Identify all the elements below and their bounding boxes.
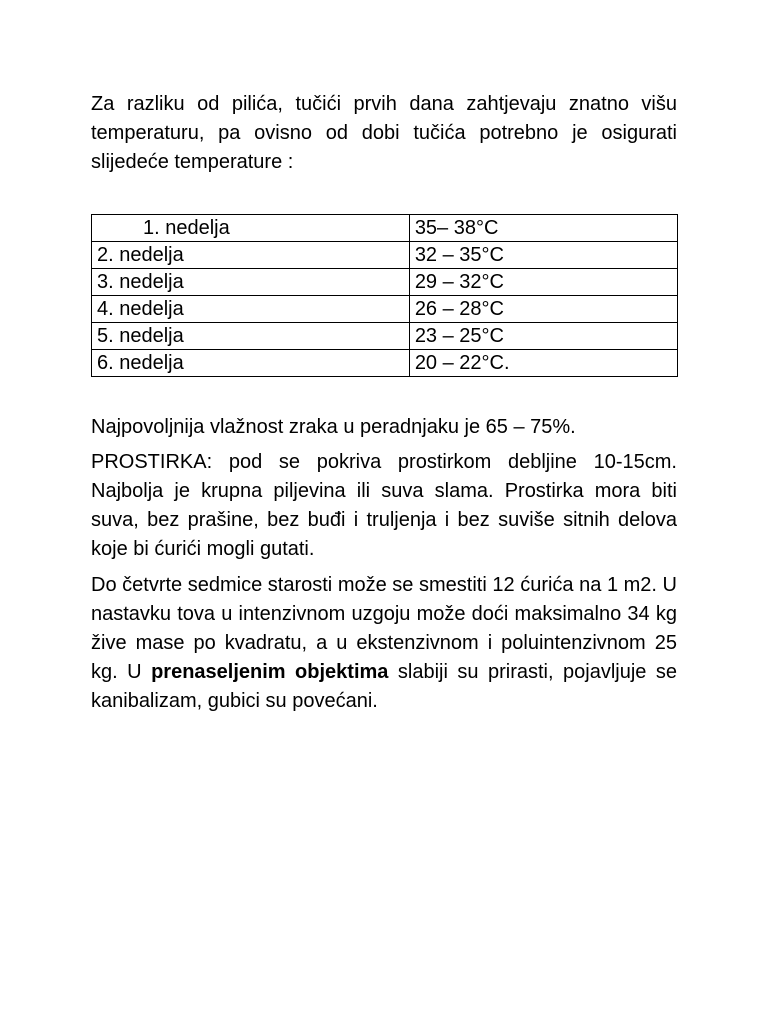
density-text-after: slabiji su prirasti, pojavljuje se kanibalizam, gubici su povećani. — [91, 661, 678, 712]
temperature-table — [91, 214, 678, 377]
temperature-cell: 20 – 22°C. — [409, 350, 677, 377]
table-row — [92, 323, 678, 350]
density-bold-text: prenaseljenim objektima — [151, 661, 389, 683]
week-cell: 1. nedelja — [92, 215, 410, 242]
humidity-paragraph: Najpovoljnija vlažnost zraka u peradnjaku je 65 – 75%. — [91, 416, 576, 438]
week-cell: 4. nedelja — [92, 296, 410, 323]
week-cell: 5. nedelja — [92, 323, 410, 350]
table-row — [92, 242, 678, 269]
week-cell: 3. nedelja — [92, 269, 410, 296]
week-cell: 6. nedelja — [92, 350, 410, 377]
week-cell: 2. nedelja — [92, 242, 410, 269]
table-row — [92, 350, 678, 377]
intro-paragraph: Za razliku od pilića, tučići prvih dana zahtjevaju znatno višu temperaturu, pa ovisno od dobi tučića potrebno je osigurati slijedeće temperature : — [91, 93, 677, 173]
table-row — [92, 269, 678, 296]
temperature-cell: 32 – 35°C — [409, 242, 677, 269]
table-row — [92, 296, 678, 323]
bedding-paragraph: PROSTIRKA: pod se pokriva prostirkom debljine 10-15cm. Najbolja je krupna piljevina ili suva slama. Prostirka mora biti suva, bez prašine, bez buđi i truljenja i bez suviše sitnih delova koje bi ćurići mogli gutati. — [91, 451, 677, 560]
table-row — [92, 215, 678, 242]
temperature-cell: 23 – 25°C — [409, 323, 677, 350]
temperature-cell: 35– 38°C — [409, 215, 677, 242]
density-paragraph — [91, 571, 677, 716]
document-page — [91, 90, 677, 716]
temperature-cell: 29 – 32°C — [409, 269, 677, 296]
density-text-before: Do četvrte sedmice starosti može se smestiti 12 ćurića na 1 m2. U nastavku tova u intenzivnom uzgoju može doći maksimalno 34 kg žive mase po kvadratu, a u ekstenzivnom i poluintenzivnom 25 kg. U — [91, 574, 677, 683]
temperature-cell: 26 – 28°C — [409, 296, 677, 323]
